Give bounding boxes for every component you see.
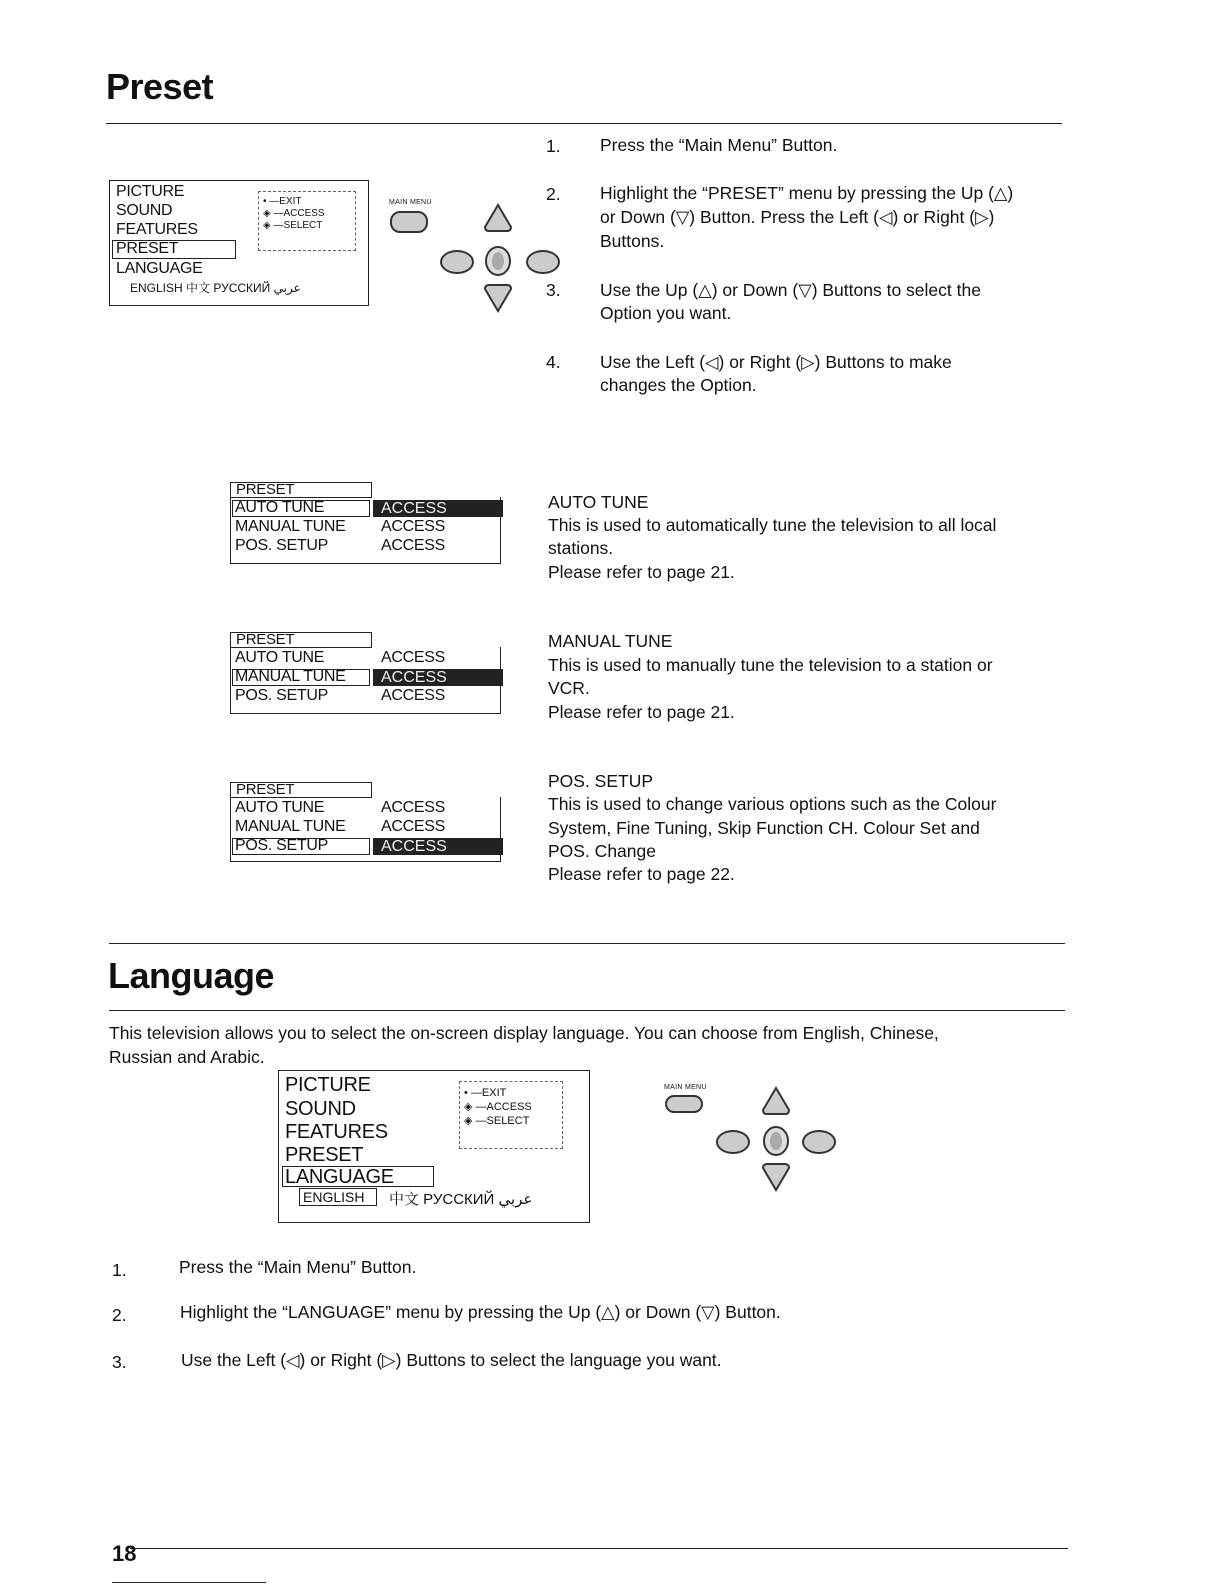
up-arrow-icon: [482, 203, 514, 233]
menu-item-sound: SOUND: [116, 202, 173, 219]
description-text: POS. Change: [548, 841, 656, 861]
description-heading: MANUAL TUNE: [548, 631, 673, 651]
description-ref: Please refer to page 21.: [548, 702, 735, 722]
description-ref: Please refer to page 21.: [548, 562, 735, 582]
preset-main-menu-osd: [109, 180, 369, 306]
legend-exit: • —EXIT: [263, 196, 302, 207]
step-text: Press the “Main Menu” Button.: [600, 135, 838, 155]
down-arrow-icon: [760, 1162, 792, 1192]
step-text: Highlight the “PRESET” menu by pressing the Up (△): [600, 183, 1014, 203]
description-text: System, Fine Tuning, Skip Function CH. Colour Set and: [548, 818, 980, 838]
step-text: Use the Left (◁) or Right (▷) Buttons to select the language you want.: [181, 1350, 722, 1370]
preset-submenu-pos-setup: [230, 781, 501, 862]
main-menu-label: MAIN MENU: [389, 199, 432, 206]
description-heading: AUTO TUNE: [548, 492, 649, 512]
submenu-row-value: ACCESS: [381, 687, 445, 704]
preset-title-rule: [106, 123, 1062, 124]
menu-item-sound: SOUND: [285, 1098, 356, 1120]
menu-item-picture: PICTURE: [285, 1074, 371, 1096]
osd-legend: [258, 191, 356, 251]
submenu-row-value: ACCESS: [381, 799, 445, 816]
language-intro: This television allows you to select the on-screen display language. You can choose from English, Chinese,: [109, 1023, 939, 1043]
submenu-row-label: AUTO TUNE: [235, 799, 325, 816]
step-number: 3.: [112, 1352, 127, 1372]
left-button-icon: [716, 1130, 750, 1154]
step-number: 1.: [546, 136, 561, 156]
step-number: 4.: [546, 352, 561, 372]
submenu-row-value-selected: ACCESS: [373, 669, 503, 686]
menu-item-preset: PRESET: [116, 240, 179, 257]
legend-access: ◈ —ACCESS: [464, 1101, 532, 1113]
down-arrow-icon: [482, 283, 514, 313]
left-button-icon: [440, 250, 474, 274]
menu-item-picture: PICTURE: [116, 183, 185, 200]
other-languages: 中文 РУССКИЙ عربي: [389, 1191, 533, 1208]
up-arrow-icon: [760, 1086, 792, 1116]
page-number: 18: [112, 1541, 137, 1566]
right-button-icon: [802, 1130, 836, 1154]
description-text: This is used to automatically tune the television to all local: [548, 515, 997, 535]
language-title: Language: [108, 955, 275, 996]
step-text: or Down (▽) Button. Press the Left (◁) or Right (▷): [600, 207, 995, 227]
main-menu-button: [665, 1095, 703, 1113]
submenu-row-label: POS. SETUP: [235, 537, 329, 554]
menu-language-options: ENGLISH 中文 РУССКИЙ عربي: [130, 281, 301, 295]
step-number: 2.: [112, 1305, 127, 1325]
submenu-row-label: MANUAL TUNE: [235, 518, 346, 535]
step-text: changes the Option.: [600, 375, 757, 395]
submenu-row-value: ACCESS: [381, 537, 445, 554]
submenu-row-label: POS. SETUP: [235, 687, 329, 704]
preset-title: Preset: [106, 66, 214, 107]
step-text: Highlight the “LANGUAGE” menu by pressing the Up (△) or Down (▽) Button.: [180, 1302, 781, 1322]
submenu-row-label: AUTO TUNE: [235, 649, 325, 666]
language-top-rule: [109, 943, 1065, 944]
center-button-icon: [483, 245, 513, 277]
submenu-row-value-selected: ACCESS: [373, 838, 503, 855]
step-number: 3.: [546, 280, 561, 300]
submenu-row-label: AUTO TUNE: [235, 499, 325, 516]
submenu-row-value: ACCESS: [381, 649, 445, 666]
submenu-title: PRESET: [236, 631, 295, 648]
preset-submenu-manual-tune: [230, 631, 501, 714]
step-number: 2.: [546, 184, 561, 204]
description-text: This is used to manually tune the television to a station or: [548, 655, 993, 675]
submenu-row-value: ACCESS: [381, 818, 445, 835]
legend-select: ◈ —SELECT: [263, 220, 323, 231]
main-menu-button: [390, 211, 428, 233]
legend-exit: • —EXIT: [464, 1087, 507, 1099]
selected-language: ENGLISH: [303, 1189, 365, 1205]
description-text: VCR.: [548, 678, 590, 698]
submenu-row-label: MANUAL TUNE: [235, 818, 346, 835]
preset-submenu-auto-tune: [230, 481, 501, 564]
description-text: stations.: [548, 538, 614, 558]
menu-item-features: FEATURES: [285, 1121, 388, 1143]
submenu-row-label: POS. SETUP: [235, 837, 329, 854]
osd-legend: [459, 1081, 563, 1149]
menu-item-features: FEATURES: [116, 221, 198, 238]
language-title-rule: [109, 1010, 1065, 1011]
menu-item-language: LANGUAGE: [116, 260, 203, 277]
submenu-row-label: MANUAL TUNE: [235, 668, 346, 685]
legend-select: ◈ —SELECT: [464, 1115, 530, 1127]
step-text: Buttons.: [600, 231, 665, 251]
submenu-title: PRESET: [236, 781, 295, 798]
center-button-icon: [761, 1125, 791, 1157]
legend-access: ◈ —ACCESS: [263, 208, 325, 219]
step-text: Press the “Main Menu” Button.: [179, 1257, 417, 1277]
step-text: Use the Up (△) or Down (▽) Buttons to select the: [600, 280, 981, 300]
submenu-row-value-selected: ACCESS: [373, 500, 503, 517]
description-heading: POS. SETUP: [548, 771, 654, 791]
right-button-icon: [526, 250, 560, 274]
footer-rule: [130, 1548, 1068, 1549]
submenu-title: PRESET: [236, 481, 295, 498]
step-number: 1.: [112, 1260, 127, 1280]
submenu-row-value: ACCESS: [381, 518, 445, 535]
description-ref: Please refer to page 22.: [548, 864, 735, 884]
menu-item-language: LANGUAGE: [285, 1166, 394, 1188]
description-text: This is used to change various options such as the Colour: [548, 794, 997, 814]
page-number-underline: [112, 1582, 266, 1583]
step-text: Option you want.: [600, 303, 732, 323]
language-menu-osd: [278, 1070, 590, 1223]
menu-item-preset: PRESET: [285, 1144, 364, 1166]
main-menu-label: MAIN MENU: [664, 1084, 707, 1091]
step-text: Use the Left (◁) or Right (▷) Buttons to make: [600, 352, 952, 372]
language-intro: Russian and Arabic.: [109, 1047, 265, 1067]
